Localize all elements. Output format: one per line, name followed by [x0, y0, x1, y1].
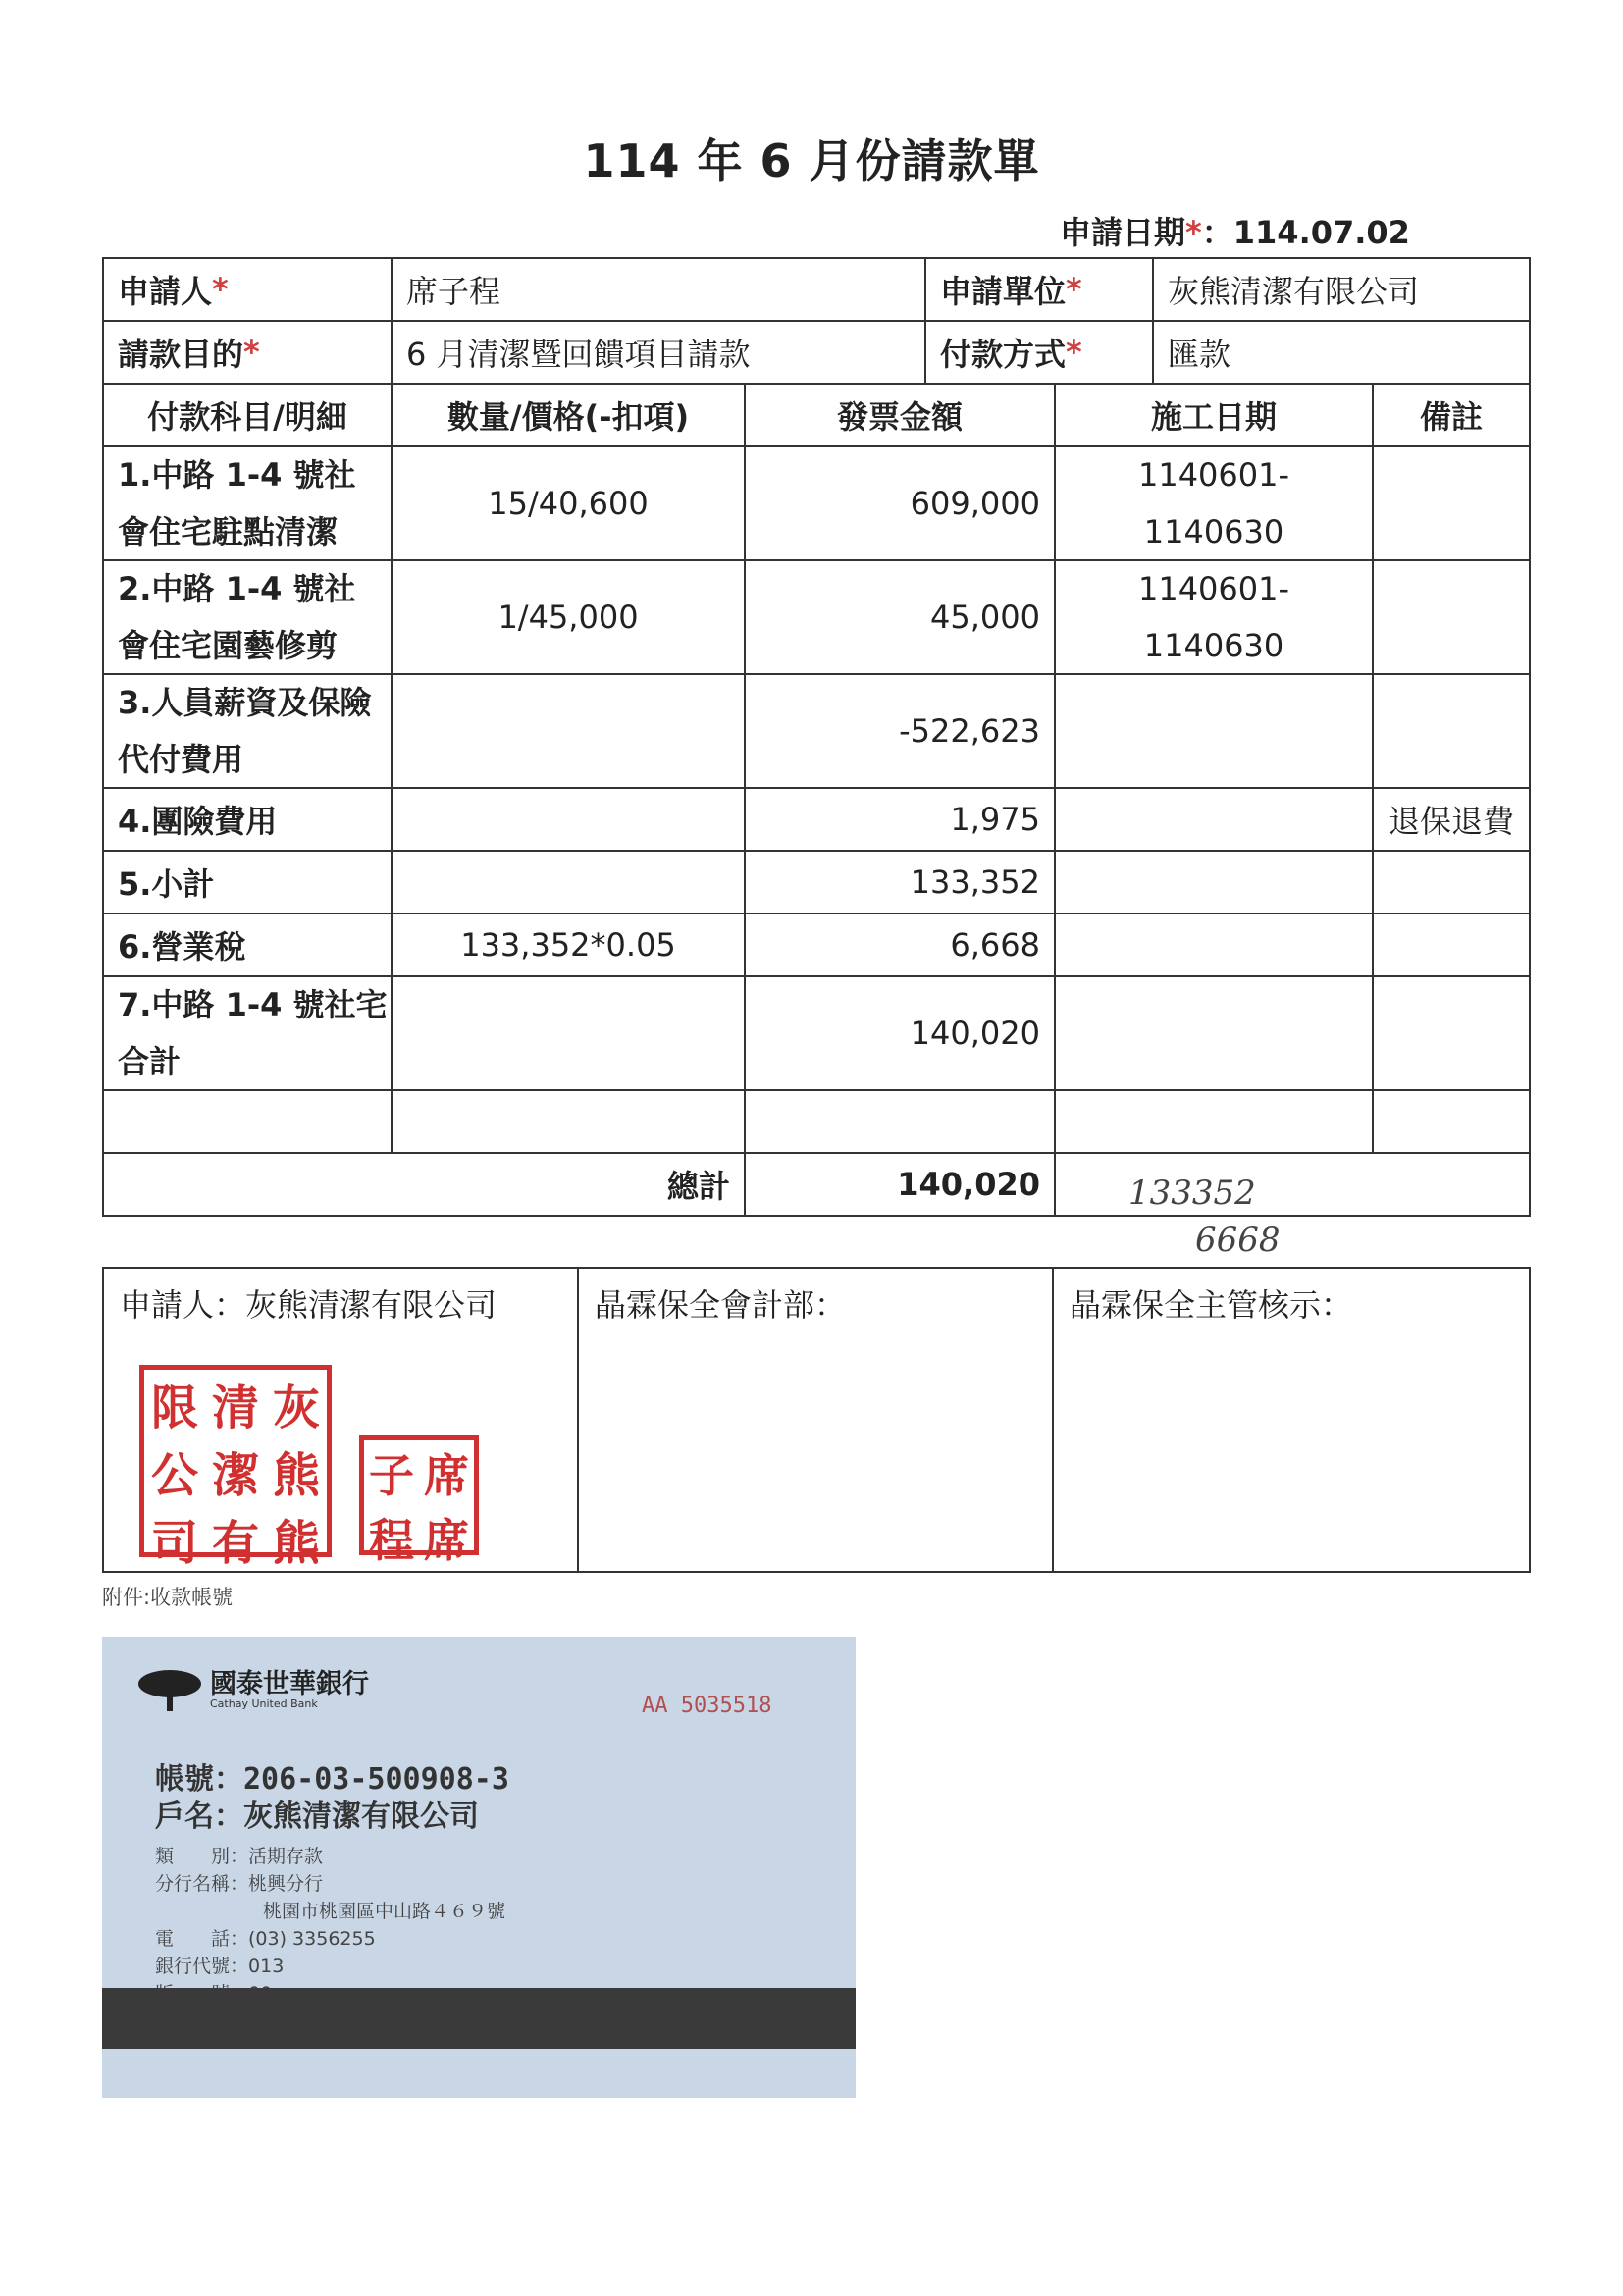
application-date-separator: ： — [1201, 214, 1233, 251]
handwritten-subtotal: 133352 — [1128, 1174, 1256, 1213]
date-line: 1140601- — [1137, 570, 1290, 607]
bank-tree-logo-icon — [135, 1664, 204, 1713]
item-line: 3.人員薪資及保險 — [118, 684, 372, 721]
table-row-item: 6.營業稅 — [102, 913, 393, 977]
detail-label: 分行名稱： — [155, 1873, 249, 1895]
applicant-label: 申請人 — [118, 273, 213, 310]
col-header-item: 付款科目/明細 — [102, 383, 393, 447]
col-header-amount: 發票金額 — [744, 383, 1056, 447]
item-line: 1.中路 1-4 號社 — [118, 456, 356, 494]
detail-label: 類 別： — [155, 1846, 249, 1867]
qty-cell: 133,352*0.05 — [391, 913, 746, 977]
detail-address: 桃園市桃園區中山路４６９號 — [263, 1901, 506, 1922]
supervisor-signature-box — [1052, 1267, 1531, 1573]
handwritten-tax: 6668 — [1195, 1221, 1281, 1260]
seal-char: 公 — [150, 1448, 198, 1503]
company-seal — [139, 1365, 332, 1571]
note-cell: 退保退費 — [1372, 787, 1531, 852]
date-line: 1140630 — [1143, 627, 1284, 664]
detail-value: (03) 3356255 — [248, 1928, 376, 1950]
account-holder-line — [155, 1792, 479, 1835]
detail-value: 桃興分行 — [248, 1873, 324, 1895]
purpose-label-cell — [102, 320, 393, 385]
applicant-value: 席子程 — [391, 257, 926, 322]
qty-cell — [391, 673, 746, 789]
total-blank-cell — [1054, 1152, 1531, 1217]
account-number: 206-03-500908-3 — [243, 1762, 509, 1797]
amount-cell: 133,352 — [744, 850, 1056, 914]
passbook-details — [155, 1843, 505, 2008]
seal-char: 潔 — [211, 1448, 259, 1503]
personal-seal — [359, 1435, 479, 1567]
seal-char: 席 — [424, 1514, 469, 1567]
seal-char: 子 — [369, 1449, 414, 1502]
passbook-serial: AA 5035518 — [642, 1694, 772, 1718]
seal-char: 有 — [211, 1516, 259, 1571]
total-value: 140,020 — [744, 1152, 1056, 1217]
supervisor-signature-label: 晶霖保全主管核示： — [1070, 1286, 1353, 1324]
empty-cell — [744, 1089, 1056, 1154]
seal-char: 熊 — [272, 1516, 320, 1571]
purpose-value: 6 月清潔暨回饋項目請款 — [391, 320, 926, 385]
payment-label-cell — [924, 320, 1154, 385]
detail-type — [155, 1843, 505, 1870]
empty-cell — [1372, 1089, 1531, 1154]
applicant-signature-label: 申請人：灰熊清潔有限公司 — [120, 1286, 497, 1324]
table-row-item — [102, 445, 393, 561]
required-star: * — [212, 271, 229, 308]
note-cell — [1372, 850, 1531, 914]
accounting-signature-box — [577, 1267, 1054, 1573]
item-line: 會住宅園藝修剪 — [118, 627, 339, 664]
table-row-item: 5.小計 — [102, 850, 393, 914]
date-cell — [1054, 850, 1374, 914]
amount-cell: 45,000 — [744, 559, 1056, 675]
amount-cell: 6,668 — [744, 913, 1056, 977]
bank-name-en: Cathay United Bank — [210, 1697, 318, 1710]
item-line: 合計 — [118, 1043, 182, 1080]
total-label: 總計 — [102, 1152, 746, 1217]
date-cell — [1054, 673, 1374, 789]
applicant-label-cell — [102, 257, 393, 322]
required-star: * — [1185, 214, 1202, 251]
empty-cell — [1054, 1089, 1374, 1154]
amount-cell: 140,020 — [744, 975, 1056, 1091]
detail-value: 013 — [248, 1956, 285, 1977]
application-date — [1060, 208, 1410, 253]
amount-cell: -522,623 — [744, 673, 1056, 789]
detail-phone — [155, 1925, 505, 1953]
detail-branch — [155, 1870, 505, 1898]
detail-label: 電 話： — [155, 1928, 249, 1950]
note-cell — [1372, 913, 1531, 977]
seal-char: 熊 — [272, 1448, 320, 1503]
qty-cell — [391, 787, 746, 852]
note-cell — [1372, 445, 1531, 561]
seal-char: 席 — [424, 1449, 469, 1502]
application-date-value: 114.07.02 — [1232, 214, 1410, 251]
note-cell — [1372, 559, 1531, 675]
unit-value: 灰熊清潔有限公司 — [1152, 257, 1531, 322]
required-star: * — [1066, 334, 1082, 371]
account-holder: 灰熊清潔有限公司 — [243, 1800, 479, 1834]
item-line: 代付費用 — [118, 741, 244, 778]
required-star: * — [243, 334, 260, 371]
form-title: 114 年 6 月份請款單 — [583, 134, 1040, 187]
unit-label: 申請單位 — [940, 273, 1067, 310]
date-cell — [1054, 787, 1374, 852]
seal-char: 清 — [211, 1381, 259, 1435]
item-line: 7.中路 1-4 號社宅 — [118, 986, 388, 1023]
signature-section — [102, 1267, 1531, 1573]
note-cell — [1372, 673, 1531, 789]
table-row-item — [102, 975, 393, 1091]
qty-cell: 1/45,000 — [391, 559, 746, 675]
amount-cell: 1,975 — [744, 787, 1056, 852]
date-cell — [1054, 445, 1374, 561]
attachment-label: 附件:收款帳號 — [102, 1586, 234, 1609]
required-star: * — [1066, 271, 1082, 308]
empty-cell — [102, 1089, 393, 1154]
payment-value: 匯款 — [1152, 320, 1531, 385]
table-row-item — [102, 559, 393, 675]
table-row-item — [102, 673, 393, 789]
detail-label: 銀行代號： — [155, 1956, 249, 1977]
date-line: 1140630 — [1143, 513, 1284, 550]
item-line: 會住宅駐點清潔 — [118, 513, 339, 550]
qty-cell: 15/40,600 — [391, 445, 746, 561]
qty-cell — [391, 975, 746, 1091]
qty-cell — [391, 850, 746, 914]
date-line: 1140601- — [1137, 456, 1290, 494]
col-header-qty: 數量/價格(-扣項) — [391, 383, 746, 447]
note-cell — [1372, 975, 1531, 1091]
date-cell — [1054, 559, 1374, 675]
seal-char: 司 — [150, 1516, 198, 1571]
unit-label-cell — [924, 257, 1154, 322]
col-header-date: 施工日期 — [1054, 383, 1374, 447]
purpose-label: 請款目的 — [118, 336, 244, 373]
detail-value: 活期存款 — [248, 1846, 324, 1867]
magnetic-stripe — [102, 1988, 856, 2049]
seal-char: 程 — [369, 1514, 414, 1567]
holder-label: 戶名： — [155, 1800, 243, 1834]
bankbook-image — [102, 1637, 856, 2098]
payment-label: 付款方式 — [940, 336, 1067, 373]
empty-cell — [391, 1089, 746, 1154]
amount-cell: 609,000 — [744, 445, 1056, 561]
col-header-note: 備註 — [1372, 383, 1531, 447]
seal-char: 限 — [150, 1381, 198, 1435]
request-table — [102, 257, 1531, 1224]
detail-bank-code — [155, 1953, 505, 1980]
application-date-label: 申請日期 — [1060, 214, 1186, 251]
item-line: 2.中路 1-4 號社 — [118, 570, 356, 607]
bank-name: 國泰世華銀行 — [210, 1669, 369, 1699]
date-cell — [1054, 913, 1374, 977]
date-cell — [1054, 975, 1374, 1091]
accounting-signature-label: 晶霖保全會計部： — [595, 1286, 847, 1324]
account-label: 帳號： — [155, 1762, 243, 1797]
table-row-item: 4.團險費用 — [102, 787, 393, 852]
seal-char: 灰 — [272, 1381, 320, 1435]
